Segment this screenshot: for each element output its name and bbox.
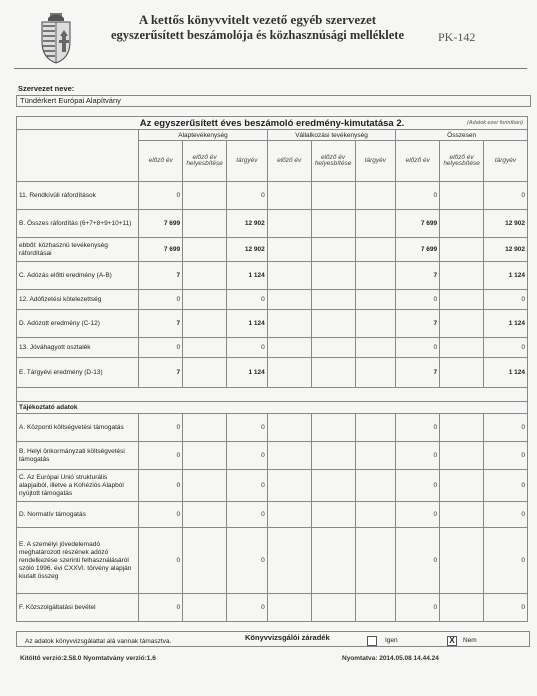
value-cell: 7: [396, 262, 440, 290]
value-cell: [183, 310, 227, 338]
spacer-cell: [17, 388, 528, 402]
value-cell: [267, 594, 311, 622]
value-cell: 0: [396, 528, 440, 594]
table-row: [17, 502, 528, 528]
value-cell: [355, 414, 396, 442]
value-cell: [440, 262, 484, 290]
value-cell: [267, 262, 311, 290]
value-cell: 7 699: [396, 238, 440, 262]
value-cell: [311, 290, 355, 310]
value-cell: [440, 358, 484, 388]
value-cell: [355, 442, 396, 470]
value-cell: [311, 262, 355, 290]
value-cell: [311, 310, 355, 338]
value-cell: [440, 310, 484, 338]
value-cell: 0: [139, 442, 183, 470]
info-section-row: [17, 402, 528, 414]
value-cell: 12 902: [484, 238, 528, 262]
value-cell: [440, 442, 484, 470]
value-cell: [183, 470, 227, 502]
info-section-title: Tájékoztató adatok: [17, 402, 528, 414]
table-row: [17, 262, 528, 290]
value-cell: [267, 470, 311, 502]
group-basic-activity: Alaptevékenység: [139, 130, 268, 141]
value-cell: [267, 210, 311, 238]
column-header: előző év helyesbítése: [311, 141, 355, 182]
row-label: 13. Jóváhagyott osztalék: [17, 338, 139, 358]
value-cell: [267, 528, 311, 594]
value-cell: [440, 414, 484, 442]
value-cell: [311, 528, 355, 594]
value-cell: 7 699: [396, 210, 440, 238]
value-cell: [267, 414, 311, 442]
value-cell: 0: [396, 182, 440, 210]
value-cell: [440, 470, 484, 502]
value-cell: [355, 528, 396, 594]
table-row: [17, 442, 528, 470]
value-cell: [183, 338, 227, 358]
data-rows: [17, 182, 528, 622]
value-cell: [440, 182, 484, 210]
value-cell: 7 699: [139, 238, 183, 262]
row-label: D. Normatív támogatás: [17, 502, 139, 528]
table-caption-cell: [17, 117, 528, 130]
title-line-1: A kettős könyvvitelt vezető egyéb szervezet: [138, 12, 377, 27]
row-label: 11. Rendkívüli ráfordítások: [17, 182, 139, 210]
value-cell: [267, 310, 311, 338]
value-cell: [311, 238, 355, 262]
table-row: [17, 358, 528, 388]
row-label: D. Adózott eredmény (C-12): [17, 310, 139, 338]
value-cell: 1 124: [484, 262, 528, 290]
column-header: előző év helyesbítése: [183, 141, 227, 182]
value-cell: [183, 528, 227, 594]
group-business-activity: Vállalkozási tevékenység: [267, 130, 396, 141]
row-label: 12. Adófizetési kötelezettség: [17, 290, 139, 310]
value-cell: 0: [227, 182, 268, 210]
value-cell: [267, 358, 311, 388]
value-cell: 0: [227, 414, 268, 442]
audit-yes-checkbox[interactable]: [367, 636, 377, 646]
value-cell: 0: [139, 528, 183, 594]
value-cell: 12 902: [227, 238, 268, 262]
value-cell: 0: [227, 594, 268, 622]
unit-note: (Adatok ezer forintban): [467, 120, 523, 126]
print-timestamp: Nyomtatva: 2014.05.08 14.44.24: [342, 655, 439, 662]
value-cell: [355, 338, 396, 358]
table-row: [17, 470, 528, 502]
value-cell: [267, 290, 311, 310]
value-cell: 7 699: [139, 210, 183, 238]
value-cell: [440, 528, 484, 594]
value-cell: 0: [139, 594, 183, 622]
value-cell: [311, 210, 355, 238]
value-cell: [355, 470, 396, 502]
value-cell: 0: [396, 290, 440, 310]
table-row: [17, 238, 528, 262]
value-cell: 12 902: [227, 210, 268, 238]
value-cell: 0: [484, 338, 528, 358]
value-cell: 7: [139, 262, 183, 290]
value-cell: [311, 502, 355, 528]
row-label: ebből: közhasznú tevékenység ráfordításai: [17, 238, 139, 262]
value-cell: 12 902: [484, 210, 528, 238]
table-caption: Az egyszerűsített éves beszámoló eredmény-kimutatása 2.: [139, 117, 405, 129]
table-row: [17, 290, 528, 310]
value-cell: 0: [139, 502, 183, 528]
value-cell: [355, 502, 396, 528]
table-row: [17, 528, 528, 594]
row-label: F. Közszolgáltatási bevétel: [17, 594, 139, 622]
column-header: előző év: [267, 141, 311, 182]
audit-clause-title: Könyvvizsgálói záradék: [245, 633, 330, 642]
value-cell: [183, 290, 227, 310]
value-cell: [311, 358, 355, 388]
column-header: előző év: [396, 141, 440, 182]
value-cell: [440, 338, 484, 358]
column-header: előző év helyesbítése: [440, 141, 484, 182]
value-cell: [311, 470, 355, 502]
value-cell: 0: [396, 414, 440, 442]
value-cell: 0: [139, 338, 183, 358]
value-cell: [183, 502, 227, 528]
row-label: C. Az Európai Unió strukturális alapjaiból, illetve a Kohéziós Alapból nyújtott támogatás: [17, 470, 139, 502]
value-cell: [183, 442, 227, 470]
value-cell: 0: [484, 594, 528, 622]
value-cell: 1 124: [227, 310, 268, 338]
spacer-row: [17, 388, 528, 402]
value-cell: [311, 414, 355, 442]
value-cell: [355, 358, 396, 388]
value-cell: 1 124: [227, 358, 268, 388]
value-cell: 0: [396, 470, 440, 502]
value-cell: [183, 262, 227, 290]
value-cell: 1 124: [484, 310, 528, 338]
value-cell: 0: [139, 470, 183, 502]
value-cell: 0: [484, 414, 528, 442]
value-cell: 0: [227, 470, 268, 502]
value-cell: 1 124: [227, 262, 268, 290]
column-header: előző év: [139, 141, 183, 182]
row-label: B. Összes ráfordítás (6+7+8+9+10+11): [17, 210, 139, 238]
value-cell: [355, 238, 396, 262]
value-cell: [311, 182, 355, 210]
value-cell: 0: [484, 290, 528, 310]
value-cell: [183, 238, 227, 262]
value-cell: [311, 338, 355, 358]
title-line-2: egyszerűsített beszámolója és közhasznúsági melléklete: [111, 28, 404, 42]
audit-no-label: Nem: [463, 637, 477, 644]
audit-clause-box: [16, 631, 530, 647]
value-cell: 0: [139, 290, 183, 310]
table-row: [17, 594, 528, 622]
value-cell: [311, 442, 355, 470]
value-cell: 7: [396, 310, 440, 338]
audit-statement: Az adatok könyvvizsgálattal alá vannak támasztva.: [25, 638, 172, 645]
group-total: Összesen: [396, 130, 528, 141]
column-header: tárgyév: [484, 141, 528, 182]
column-header: tárgyév: [355, 141, 396, 182]
value-cell: 1 124: [484, 358, 528, 388]
value-cell: 0: [484, 528, 528, 594]
table-row: [17, 338, 528, 358]
table-row: [17, 210, 528, 238]
form-code: PK-142: [438, 30, 476, 44]
value-cell: 0: [396, 502, 440, 528]
value-cell: [183, 414, 227, 442]
row-label: E. Tárgyévi eredmény (D-13): [17, 358, 139, 388]
value-cell: 0: [396, 338, 440, 358]
value-cell: 7: [139, 310, 183, 338]
value-cell: [183, 210, 227, 238]
value-cell: 0: [227, 502, 268, 528]
value-cell: 7: [139, 358, 183, 388]
value-cell: 0: [139, 182, 183, 210]
coat-of-arms-icon: [38, 12, 74, 64]
value-cell: [183, 594, 227, 622]
value-cell: 0: [139, 414, 183, 442]
value-cell: 0: [227, 290, 268, 310]
value-cell: [311, 594, 355, 622]
value-cell: [355, 262, 396, 290]
table-row: [17, 310, 528, 338]
income-statement-table: [16, 116, 528, 622]
value-cell: [440, 238, 484, 262]
audit-no-checkbox[interactable]: X: [447, 636, 457, 646]
value-cell: [267, 238, 311, 262]
header-divider: [14, 68, 527, 69]
value-cell: 0: [227, 338, 268, 358]
value-cell: 7: [396, 358, 440, 388]
value-cell: 0: [227, 442, 268, 470]
value-cell: [355, 182, 396, 210]
value-cell: 0: [227, 528, 268, 594]
value-cell: [355, 210, 396, 238]
value-cell: [440, 290, 484, 310]
org-name-field: Tündérkert Európai Alapítvány: [16, 95, 531, 107]
value-cell: [355, 310, 396, 338]
value-cell: [183, 358, 227, 388]
value-cell: 0: [484, 442, 528, 470]
table-row: [17, 414, 528, 442]
form-title: [80, 12, 435, 43]
value-cell: [355, 594, 396, 622]
org-name-label: Szervezet neve:: [18, 84, 75, 93]
value-cell: [267, 338, 311, 358]
value-cell: 0: [396, 594, 440, 622]
value-cell: [440, 594, 484, 622]
value-cell: [440, 210, 484, 238]
value-cell: [355, 290, 396, 310]
value-cell: [267, 182, 311, 210]
value-cell: [267, 502, 311, 528]
value-cell: 0: [396, 442, 440, 470]
audit-yes-label: Igen: [385, 637, 398, 644]
value-cell: [267, 442, 311, 470]
row-label: A. Központi költségvetési támogatás: [17, 414, 139, 442]
value-cell: 0: [484, 470, 528, 502]
value-cell: [440, 502, 484, 528]
version-info: Kitöltő verzió:2.58.0 Nyomtatvány verzió:1.6: [20, 655, 156, 662]
value-cell: 0: [484, 182, 528, 210]
column-header: tárgyév: [227, 141, 268, 182]
value-cell: 0: [484, 502, 528, 528]
table-row: [17, 182, 528, 210]
header-blank: [17, 130, 139, 182]
value-cell: [183, 182, 227, 210]
row-label: C. Adózás előtti eredmény (A-B): [17, 262, 139, 290]
row-label: B. Helyi önkormányzati költségvetési támogatás: [17, 442, 139, 470]
row-label: E. A személyi jövedelemadó meghatározott részének adózó rendelkezése szerinti felhasználásáról szóló 1996. évi CXXVI. törvény alapján kiutalt összeg: [17, 528, 139, 594]
